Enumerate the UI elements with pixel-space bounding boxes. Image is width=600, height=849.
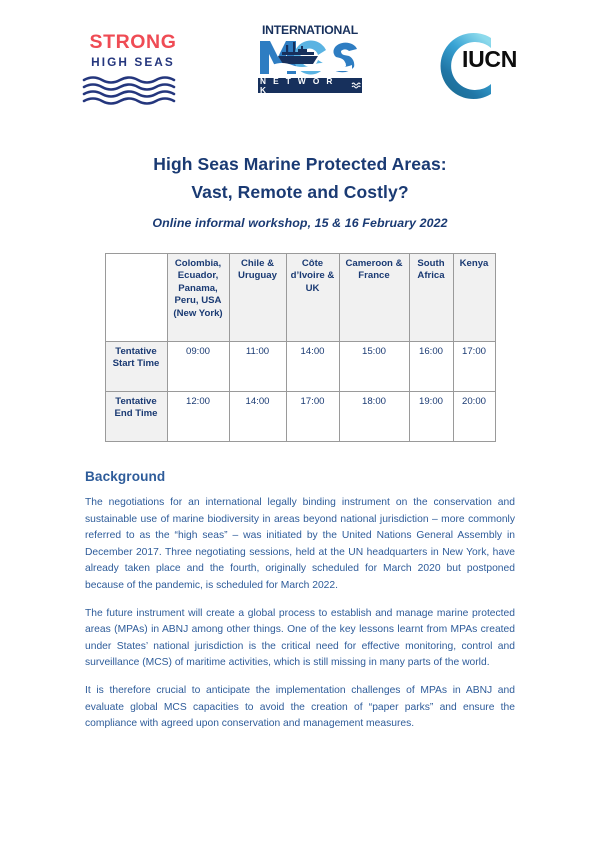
- table-corner-cell: [105, 254, 167, 342]
- background-section: [0, 469, 600, 733]
- background-paragraph: The negotiations for an international legally binding instrument on the conservation and sustainable use of marine biodiversity in areas beyond national jurisdiction – more commonly referred to as the “high seas” – was initiated by the United Nations General Assembly in December 2017. Three negotiating sessions, held at the UN headquarters in New York, have already taken place and the fourth, originally scheduled for March 2020 but postponed because of the pandemic, is scheduled for March 2022.: [85, 497, 515, 591]
- title-line-1: High Seas Marine Protected Areas:: [153, 154, 447, 174]
- table-cell: 17:00: [286, 392, 339, 442]
- table-column-header: Colombia, Ecuador, Panama, Peru, USA (New York): [167, 254, 229, 342]
- schedule-table: [105, 253, 496, 442]
- logo-mcs-network: [258, 22, 362, 93]
- iucn-wordmark: IUCN: [462, 46, 518, 72]
- page-subtitle: Online informal workshop, 15 & 16 February 2022: [152, 216, 448, 230]
- table-cell: 11:00: [229, 342, 286, 392]
- table-row-header: Tentative Start Time: [105, 342, 167, 392]
- mcs-network-label: N E T W O R K: [260, 76, 335, 95]
- table-cell: 16:00: [409, 342, 453, 392]
- table-cell: 14:00: [229, 392, 286, 442]
- table-cell: 17:00: [453, 342, 495, 392]
- waves-icon: [78, 75, 188, 105]
- title-line-2: Vast, Remote and Costly?: [191, 182, 409, 202]
- table-row: [105, 392, 495, 442]
- table-cell: 15:00: [339, 342, 409, 392]
- schedule-table-wrapper: [0, 253, 600, 442]
- table-cell: 09:00: [167, 342, 229, 392]
- table-cell: 19:00: [409, 392, 453, 442]
- logo-bar: [0, 0, 600, 120]
- page-title: [0, 150, 600, 230]
- wave-icon: [351, 81, 362, 90]
- table-column-header: Chile & Uruguay: [229, 254, 286, 342]
- table-cell: 12:00: [167, 392, 229, 442]
- table-cell: 14:00: [286, 342, 339, 392]
- strong-high-seas-wordmark-bottom: HIGH SEAS: [91, 54, 175, 69]
- table-cell: 18:00: [339, 392, 409, 442]
- logo-strong-high-seas: [78, 22, 188, 105]
- table-column-header: Côte d’Ivoire & UK: [286, 254, 339, 342]
- background-heading: Background: [85, 469, 166, 484]
- table-column-header: Cameroon & France: [339, 254, 409, 342]
- mcs-network-banner: [258, 78, 362, 93]
- mcs-international-label: INTERNATIONAL: [261, 23, 359, 37]
- table-column-header: South Africa: [409, 254, 453, 342]
- mcs-acronym-mark: [258, 37, 362, 75]
- table-row-header: Tentative End Time: [105, 392, 167, 442]
- table-cell: 20:00: [453, 392, 495, 442]
- strong-high-seas-wordmark-top: STRONG: [89, 31, 177, 53]
- logo-iucn: [432, 22, 538, 100]
- background-paragraph: It is therefore crucial to anticipate the implementation challenges of MPAs in ABNJ and evaluate global MCS capacities to avoid the creation of “paper parks” and ensure the compliance with agreed upon conservation and management measures.: [85, 684, 515, 730]
- background-paragraph: The future instrument will create a global process to establish and manage marine protected areas (MPAs) in ABNJ among other things. One of the key lessons learnt from MPAs created under States’ national jurisdiction is the critical need for effective monitoring, control and surveillance (MCS) of maritime activities, which is still missing in many parts of the world.: [85, 607, 515, 669]
- table-column-header: Kenya: [453, 254, 495, 342]
- table-header-row: [105, 254, 495, 342]
- table-row: [105, 342, 495, 392]
